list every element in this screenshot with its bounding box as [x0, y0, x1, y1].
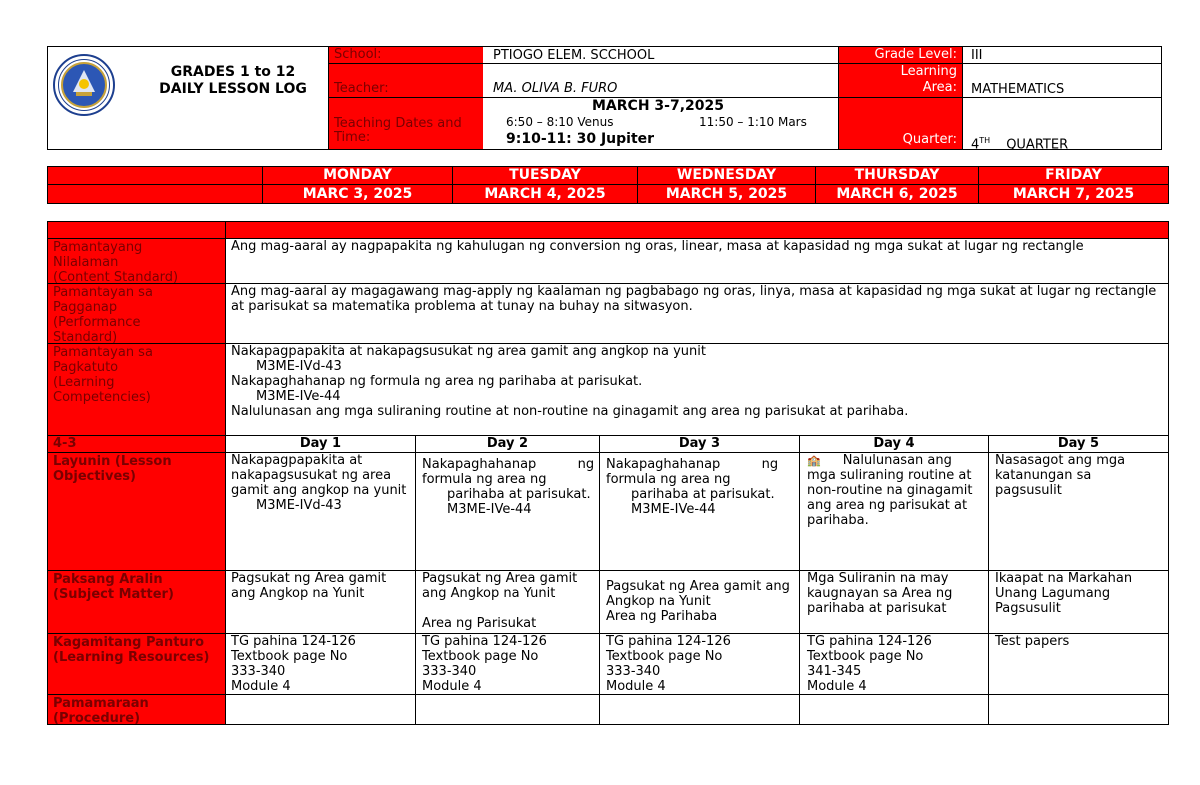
cell-line: parihaba at parisukat. — [447, 487, 591, 502]
label-line: Objectives) — [53, 469, 136, 484]
area-label — [839, 64, 957, 96]
performance-line-2: at parisukat sa matematika problema at tunay na buhay na sitwasyon. — [231, 299, 693, 314]
day-header-3: Day 3 — [678, 436, 721, 451]
day-name-thursday: THURSDAY — [854, 167, 940, 183]
cell-line: Textbook page No — [422, 649, 539, 664]
cell-line: kaugnayan sa Area ng — [807, 586, 953, 601]
cell-line: Pagsukat ng Area gamit — [231, 571, 387, 586]
label-line: Pamantayang — [53, 240, 143, 255]
competency-line: Nakapagpapakita at nakapagsusukat ng area gamit ang angkop na yunit — [231, 344, 706, 359]
label-line: (Subject Matter) — [53, 587, 174, 602]
resources-day-5 — [995, 634, 1165, 649]
procedure-label — [47, 694, 237, 728]
day-name-friday: FRIDAY — [1045, 167, 1102, 183]
lesson-table — [47, 221, 1169, 725]
quarter-number: 4 — [971, 137, 980, 153]
cell-code: M3ME-IVe-44 — [631, 502, 716, 517]
title-line-2: DAILY LESSON LOG — [159, 81, 307, 97]
competencies-label — [47, 343, 237, 407]
cell-line: Pagsusulit — [995, 601, 1061, 616]
cell-line: formula ng area ng — [606, 472, 731, 487]
cell-spacer — [422, 601, 596, 616]
quarter-label: Quarter: — [902, 132, 957, 147]
cell-line: parihaba at parisukat — [807, 601, 947, 616]
school-name: PTIOGO ELEM. SCCHOOL — [493, 48, 655, 63]
cell-line: gamit ang angkop na yunit — [231, 483, 407, 498]
label-line: (Content Standard) — [53, 270, 179, 285]
day-header-5: Day 5 — [1057, 436, 1100, 451]
objective-day-2 — [422, 457, 596, 517]
header-table — [47, 46, 1162, 153]
objectives-label — [47, 452, 237, 486]
cell-line: ang Angkop na Yunit — [422, 586, 556, 601]
learning-area-value: MATHEMATICS — [971, 82, 1065, 97]
cell-line: TG pahina 124-126 — [231, 634, 356, 649]
label-line: Paksang Aralin — [53, 572, 163, 587]
school-label: School: — [334, 47, 382, 62]
cell-line: Module 4 — [231, 679, 291, 694]
title-line-1: GRADES 1 to 12 — [170, 64, 296, 80]
competency-code: M3ME-IVd-43 — [256, 359, 342, 374]
cell-line: Pagsukat ng Area gamit ang — [606, 579, 790, 594]
cell-line: Nakapaghahanap ng — [606, 457, 779, 472]
quarter-word: QUARTER — [1006, 137, 1069, 153]
day-date-wednesday: MARCH 5, 2025 — [665, 186, 788, 202]
subject-day-5 — [995, 571, 1165, 616]
grade-label: Grade Level: — [874, 47, 957, 62]
cell-line: katanungan sa — [995, 468, 1092, 483]
label-line: Pamamaraan — [53, 696, 149, 711]
cell-code: M3ME-IVe-44 — [447, 502, 532, 517]
area-label-line-1: Learning — [900, 64, 957, 79]
cell-line: 333-340 — [606, 664, 661, 679]
label-line: Pagganap — [53, 300, 118, 315]
content-standard-label — [47, 238, 237, 287]
cell-line: Module 4 — [606, 679, 666, 694]
quarter-suffix: TH — [979, 136, 991, 145]
label-line: Pamantayan sa — [53, 285, 153, 300]
cell-line: TG pahina 124-126 — [422, 634, 547, 649]
resources-day-4 — [807, 634, 985, 694]
competency-code: M3ME-IVe-44 — [256, 389, 341, 404]
cell-line: parihaba at parisukat. — [631, 487, 775, 502]
subject-day-3 — [606, 579, 796, 624]
content-standard-text: Ang mag-aaral ay nagpapakita ng kahulugan ng conversion ng oras, linear, masa at kapasidad ng mga sukat at lugar ng rectangle — [231, 239, 1084, 254]
label-line: (Performance — [53, 315, 141, 330]
cell-line: Mga Suliranin na may — [807, 571, 949, 586]
cell-line: 341-345 — [807, 664, 862, 679]
cell-code: M3ME-IVd-43 — [256, 498, 342, 513]
cell-line: non-routine na ginagamit — [807, 483, 973, 498]
day-date-thursday: MARCH 6, 2025 — [836, 186, 958, 202]
cell-line: parihaba. — [807, 513, 869, 528]
subject-day-4 — [807, 571, 985, 616]
competencies-text — [231, 344, 1161, 419]
quarter-value — [971, 133, 1068, 152]
school-building-icon: 🏫 — [807, 454, 821, 467]
performance-standard-text — [231, 284, 1165, 314]
learning-resources-label — [47, 633, 237, 667]
cell-line: 333-340 — [422, 664, 477, 679]
dates-label: Teaching Dates and Time: — [334, 116, 462, 145]
cell-line: Pagsukat ng Area gamit — [422, 571, 578, 586]
label-line: Pamantayan sa — [53, 345, 153, 360]
cell-line-with-icon — [807, 453, 985, 468]
label-line: (Procedure) — [53, 711, 141, 726]
cell-line: nakapagsusukat ng area — [231, 468, 392, 483]
day-name-wednesday: WEDNESDAY — [676, 167, 777, 183]
competency-line: Nalulunasan ang mga suliraning routine at non-routine na ginagamit ang area ng parisukat at parihaba. — [231, 404, 909, 419]
label-line: Kagamitang Panturo — [53, 635, 205, 650]
objective-day-1 — [231, 453, 411, 513]
teacher-name: MA. OLIVA B. FURO — [493, 81, 618, 96]
area-label-line-2: Area: — [922, 80, 957, 95]
day-header-2: Day 2 — [486, 436, 529, 451]
cell-line: Ikaapat na Markahan — [995, 571, 1133, 586]
label-line: Standard) — [53, 330, 118, 345]
day-header-4: Day 4 — [873, 436, 915, 451]
cell-line: Angkop na Yunit — [606, 594, 711, 609]
deped-seal-logo — [53, 54, 115, 116]
label-line: Pagkatuto — [53, 360, 119, 375]
performance-line-1: Ang mag-aaral ay magagawang mag-apply ng kaalaman ng pagbabago ng oras, linya, masa at kapasidad ng mga sukat at lugar ng rectangle — [231, 284, 1157, 299]
days-bar — [47, 166, 1169, 204]
dll-title — [143, 64, 323, 98]
day-date-tuesday: MARCH 4, 2025 — [484, 186, 606, 202]
cell-line: TG pahina 124-126 — [807, 634, 932, 649]
cell-line: 333-340 — [231, 664, 286, 679]
resources-day-3 — [606, 634, 796, 694]
cell-line: pagsusulit — [995, 483, 1062, 498]
competency-line: Nakapaghahanap ng formula ng area ng parihaba at parisukat. — [231, 374, 643, 389]
cell-line: mga suliraning routine at — [807, 468, 972, 483]
day-name-tuesday: TUESDAY — [509, 167, 581, 183]
resources-day-2 — [422, 634, 596, 694]
time-mars: 11:50 – 1:10 Mars — [699, 115, 807, 129]
cell-line: ang Angkop na Yunit — [231, 586, 365, 601]
cell-line: Nakapagpapakita at — [231, 453, 363, 468]
label-line: (Learning — [53, 375, 115, 390]
cell-line: Nasasagot ang mga — [995, 453, 1126, 468]
cell-line: Area ng Parihaba — [606, 609, 718, 624]
performance-standard-label — [47, 283, 237, 347]
label-line: Layunin (Lesson — [53, 454, 172, 469]
cell-line: Area ng Parisukat — [422, 616, 537, 631]
label-line: (Learning Resources) — [53, 650, 210, 665]
cell-line: Unang Lagumang — [995, 586, 1111, 601]
objective-day-4 — [807, 453, 985, 528]
cell-line: Nakapaghahanap ng — [422, 457, 595, 472]
cell-line: Textbook page No — [231, 649, 348, 664]
label-line: Competencies) — [53, 390, 151, 405]
day-name-monday: MONDAY — [323, 167, 392, 183]
day-date-friday: MARCH 7, 2025 — [1012, 186, 1135, 202]
cell-line: ang area ng parisukat at — [807, 498, 968, 513]
cell-line: Textbook page No — [606, 649, 723, 664]
cell-line: formula ng area ng — [422, 472, 547, 487]
cell-line: TG pahina 124-126 — [606, 634, 731, 649]
subject-day-2 — [422, 571, 596, 631]
time-venus: 6:50 – 8:10 Venus — [506, 115, 614, 129]
teacher-label: Teacher: — [334, 81, 389, 96]
cell-line: Textbook page No — [807, 649, 924, 664]
cell-line: Module 4 — [807, 679, 867, 694]
day-header-1: Day 1 — [299, 436, 342, 451]
day-date-monday: MARC 3, 2025 — [302, 186, 413, 202]
label-line: Nilalaman — [53, 255, 119, 270]
week-code: 4-3 — [53, 436, 77, 451]
objective-day-3 — [606, 457, 796, 517]
cell-text: Nalulunasan ang — [842, 453, 952, 468]
subject-day-1 — [231, 571, 411, 601]
cell-line: Module 4 — [422, 679, 482, 694]
grade-value: III — [971, 48, 983, 63]
dates-main: MARCH 3-7,2025 — [592, 98, 724, 114]
time-jupiter: 9:10-11: 30 Jupiter — [506, 131, 655, 147]
cell-line: Test papers — [995, 634, 1070, 649]
objective-day-5 — [995, 453, 1165, 498]
resources-day-1 — [231, 634, 411, 694]
subject-matter-label — [47, 570, 237, 604]
